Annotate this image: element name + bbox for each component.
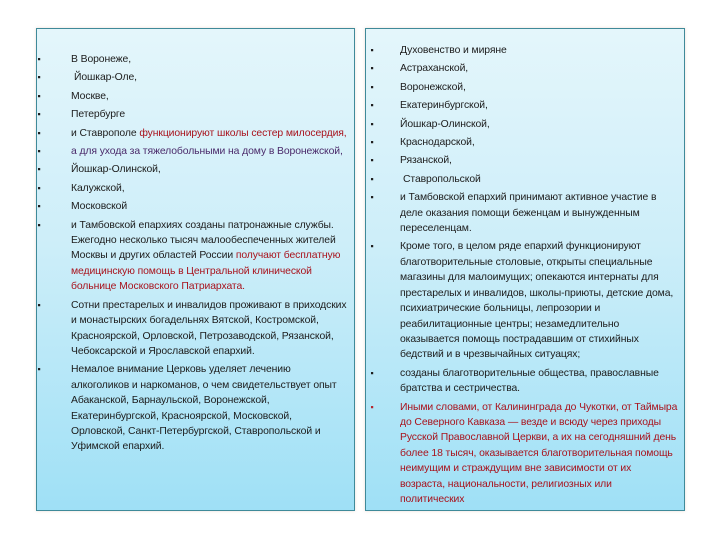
bullet-icon: ▪ xyxy=(37,201,41,212)
item-text-highlight: функционируют школы сестер милосердия, xyxy=(139,127,347,139)
item-text: Йошкар-Олинской, xyxy=(71,164,161,176)
list-item xyxy=(37,52,348,67)
bullet-icon: ▪ xyxy=(370,173,374,184)
bullet-icon: ▪ xyxy=(37,54,41,64)
list-item xyxy=(366,80,678,95)
item-text: Йошкар-Оле, xyxy=(74,72,137,84)
item-text: Петербурге xyxy=(71,109,126,121)
item-text: Иными словами, от Калининграда до Чукотки, от Таймыра до Северного Кавказа — везде и всюду через приходы Русской Православной Церкви, а их на сегодняшний день более 18 тысяч, оказывается благотворительная помощь неимущим и страждущим вне зависимости от их возраста, национальности, религиозных или политических xyxy=(400,401,678,505)
bullet-icon: ▪ xyxy=(370,100,374,111)
list-item xyxy=(37,107,348,122)
item-text: Немалое внимание Церковь уделяет лечению алкоголиков и наркоманов, о чем свидетельствует опыт Абаканской, Барнаульской, Воронежской, Екатеринбургской, Красноярской, Московской, Орловской, Санкт-Петербургской, Ставропольской и Уфимской епархий. xyxy=(71,364,337,453)
list-item xyxy=(366,43,678,58)
list-item xyxy=(366,135,678,150)
item-text: Ставропольской xyxy=(403,173,481,185)
item-text-highlight: получают бесплатную медицинскую помощь в Центральной клинической больнице Московского Патриархата. xyxy=(71,250,341,293)
item-text xyxy=(71,128,347,139)
bullet-icon: ▪ xyxy=(370,401,374,412)
right-bullet-list xyxy=(366,43,678,510)
bullet-icon: ▪ xyxy=(37,219,41,230)
list-item xyxy=(366,239,678,362)
bullet-icon: ▪ xyxy=(370,45,374,55)
item-text: Рязанской, xyxy=(400,155,452,167)
list-item xyxy=(37,199,348,214)
item-text: Духовенство и миряне xyxy=(400,45,507,56)
item-text: Сотни престарелых и инвалидов проживают в приходских и монастырских богадельнях Вятской, Костромской, Красноярской, Орловской, Петрозаводской, Рязанской, Чебоксарской и Ярославской епархий. xyxy=(71,299,347,357)
bullet-icon: ▪ xyxy=(37,182,41,193)
list-item xyxy=(37,362,348,454)
bullet-icon: ▪ xyxy=(370,137,374,148)
bullet-icon: ▪ xyxy=(37,164,41,175)
list-item xyxy=(37,126,348,141)
list-item xyxy=(37,181,348,196)
item-text: созданы благотворительные общества, православные братства и сестричества. xyxy=(400,367,659,395)
list-item xyxy=(37,162,348,177)
item-text: Краснодарской, xyxy=(400,137,475,149)
item-text: Московской xyxy=(71,201,128,213)
bullet-icon: ▪ xyxy=(370,241,374,252)
list-item xyxy=(37,298,348,360)
item-text: Кроме того, в целом ряде епархий функционируют благотворительные столовые, открыты специальные магазины для малоимущих; опекаются интернаты для престарелых и инвалидов, школы-приюты, детские дома, психиатрические больницы, лепрозории и реабилитационные центры; незамедлительно оказывается помощь пострадавшим от стихийных бедствий и в чрезвычайных ситуацях; xyxy=(400,241,674,361)
list-item xyxy=(366,400,678,508)
bullet-icon: ▪ xyxy=(37,146,41,157)
bullet-icon: ▪ xyxy=(37,72,41,83)
list-item xyxy=(366,190,678,236)
list-item xyxy=(366,98,678,113)
list-item xyxy=(37,70,348,85)
bullet-icon: ▪ xyxy=(370,155,374,166)
item-text: Екатеринбургской, xyxy=(400,100,488,112)
bullet-icon: ▪ xyxy=(37,299,41,310)
item-text: Йошкар-Олинской, xyxy=(400,118,490,130)
bullet-icon: ▪ xyxy=(370,118,374,129)
right-text-panel xyxy=(365,28,685,511)
bullet-icon: ▪ xyxy=(37,109,41,120)
left-bullet-list xyxy=(37,52,348,458)
bullet-icon: ▪ xyxy=(370,192,374,203)
item-text xyxy=(71,220,340,293)
list-item xyxy=(366,366,678,397)
list-item xyxy=(37,89,348,104)
item-text: и Тамбовской епархий принимают активное участие в деле оказания помощи беженцам и вынужденным переселенцам. xyxy=(400,192,657,235)
item-text: а для ухода за тяжелобольными на дому в Воронежской, xyxy=(71,146,343,158)
bullet-icon: ▪ xyxy=(370,367,374,378)
bullet-icon: ▪ xyxy=(37,90,41,101)
item-text: В Воронеже, xyxy=(71,54,132,65)
left-text-panel xyxy=(36,28,355,511)
item-text: Москве, xyxy=(71,90,109,102)
bullet-icon: ▪ xyxy=(370,81,374,92)
list-item xyxy=(366,153,678,168)
item-text: Воронежской, xyxy=(400,81,466,93)
item-text: Калужской, xyxy=(71,182,125,194)
item-text-plain: и Тамбовской епархиях созданы патронажные службы. Ежегодно несколько тысяч малообеспеченных жителей Москвы и других областей России xyxy=(71,219,336,262)
list-item xyxy=(37,144,348,159)
item-text-plain: и Ставрополе xyxy=(71,127,140,139)
list-item xyxy=(366,117,678,132)
bullet-icon: ▪ xyxy=(37,127,41,138)
list-item xyxy=(37,218,348,295)
bullet-icon: ▪ xyxy=(370,63,374,74)
list-item xyxy=(366,172,678,187)
bullet-icon: ▪ xyxy=(37,364,41,375)
list-item xyxy=(366,61,678,76)
item-text: Астраханской, xyxy=(400,63,469,75)
